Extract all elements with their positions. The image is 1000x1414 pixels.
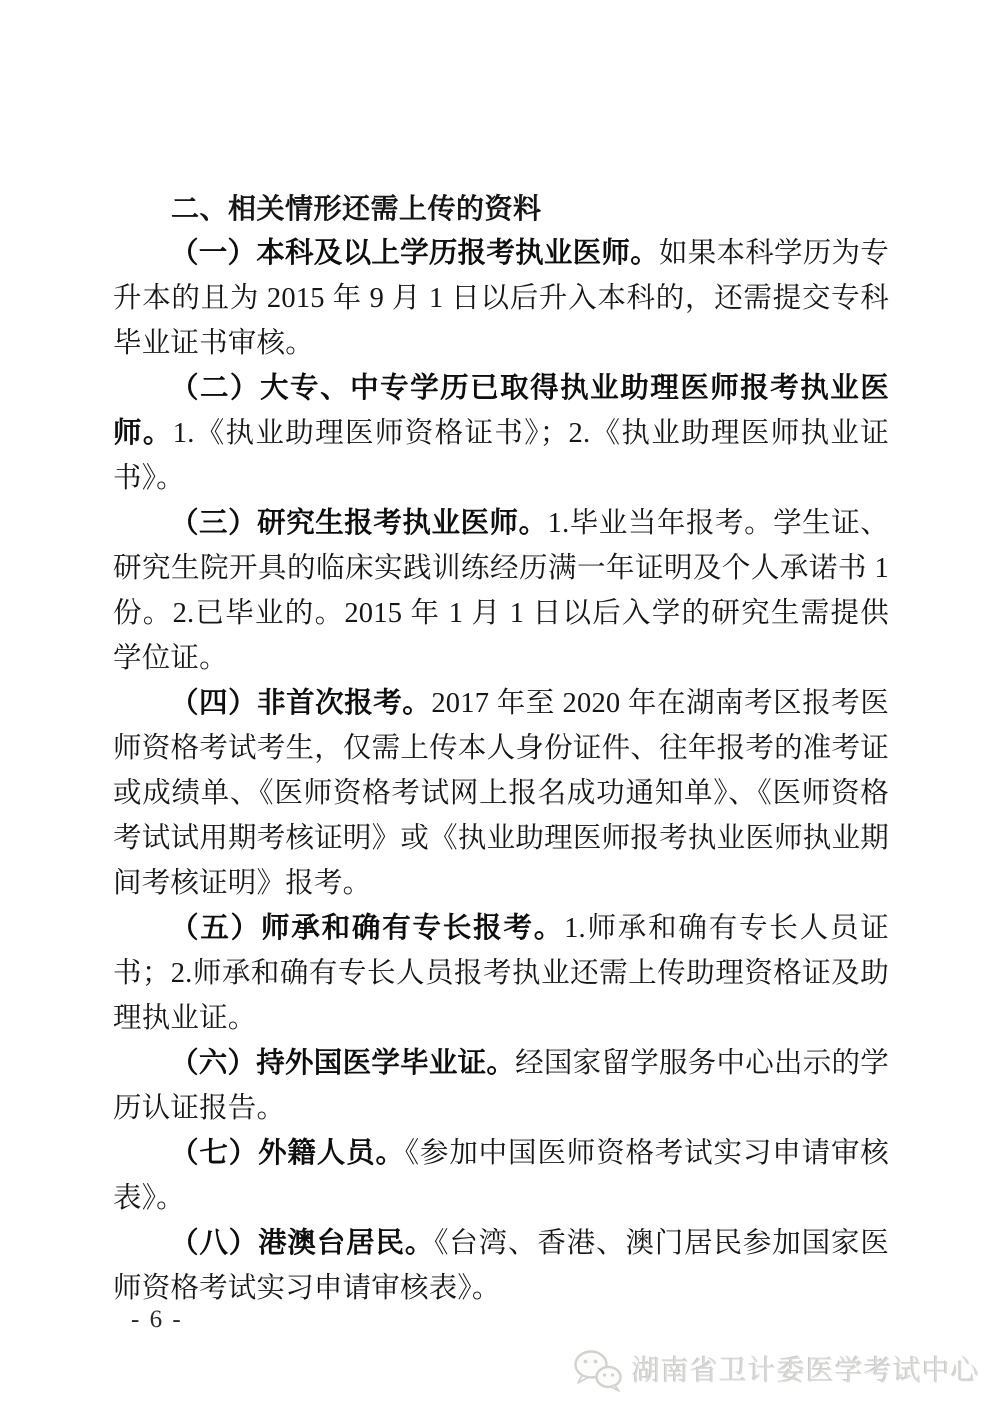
paragraph-item-4 [113,681,889,906]
paragraph-lead: （二）大专、中专学历已取得执业助理医师报考执业医师。 [113,373,889,449]
paragraph-text: 经国家留学服务中心出示的学历认证报告。 [113,1048,889,1124]
wechat-icon [570,1348,624,1394]
paragraph-lead: （六）持外国医学毕业证。 [170,1048,516,1079]
paragraph-item-7 [113,1131,889,1221]
paragraph-item-2 [113,366,889,501]
paragraph-text: 2017 年至 2020 年在湖南考区报考医师资格考试考生，仅需上传本人身份证件、往年报考的准考证或成绩单、《医师资格考试网上报名成功通知单》、《医师资格考试试用期考核证明》或《执业助理医师报考执业医师执业期间考核证明》报考。 [113,688,889,899]
paragraph-lead: （八）港澳台居民。 [170,1228,435,1259]
paragraph-item-5 [113,906,889,1041]
paragraph-lead: （七）外籍人员。 [170,1138,405,1169]
paragraph-text: 如果本科学历为专升本的且为 2015 年 9 月 1 日以后升入本科的，还需提交专科毕业证书审核。 [113,238,889,359]
watermark-text: 湖南省卫计委医学考试中心 [631,1355,980,1386]
paragraph-text: 《参加中国医师资格考试实习申请审核表》。 [113,1138,890,1214]
paragraph-item-8 [113,1221,889,1311]
paragraph-item-1 [113,231,889,366]
paragraph-item-3 [113,501,889,681]
watermark [570,1348,980,1394]
paragraph-lead: （三）研究生报考执业医师。 [170,508,548,539]
paragraph-text: 1.毕业当年报考。学生证、研究生院开具的临床实践训练经历满一年证明及个人承诺书 1 份。2.已毕业的。2015 年 1 月 1 日以后入学的研究生需提供学位证。 [113,508,889,674]
paragraph-lead: （五）师承和确有专长报考。 [170,913,565,944]
paragraph-text: 1.《执业助理医师资格证书》；2.《执业助理医师执业证书》。 [113,418,890,494]
document-content [113,186,889,1311]
paragraph-lead: （一）本科及以上学历报考执业医师。 [170,238,659,269]
paragraph-item-6 [113,1041,889,1131]
paragraph-text: 1.师承和确有专长人员证书；2.师承和确有专长人员报考执业还需上传助理资格证及助理执业证。 [113,913,889,1034]
paragraph-text: 《台湾、香港、澳门居民参加国家医师资格考试实习申请审核表》。 [113,1228,889,1304]
paragraph-lead: （四）非首次报考。 [170,688,432,719]
page-number: - 6 - [131,1306,183,1333]
section-heading: 二、相关情形还需上传的资料 [171,193,542,224]
